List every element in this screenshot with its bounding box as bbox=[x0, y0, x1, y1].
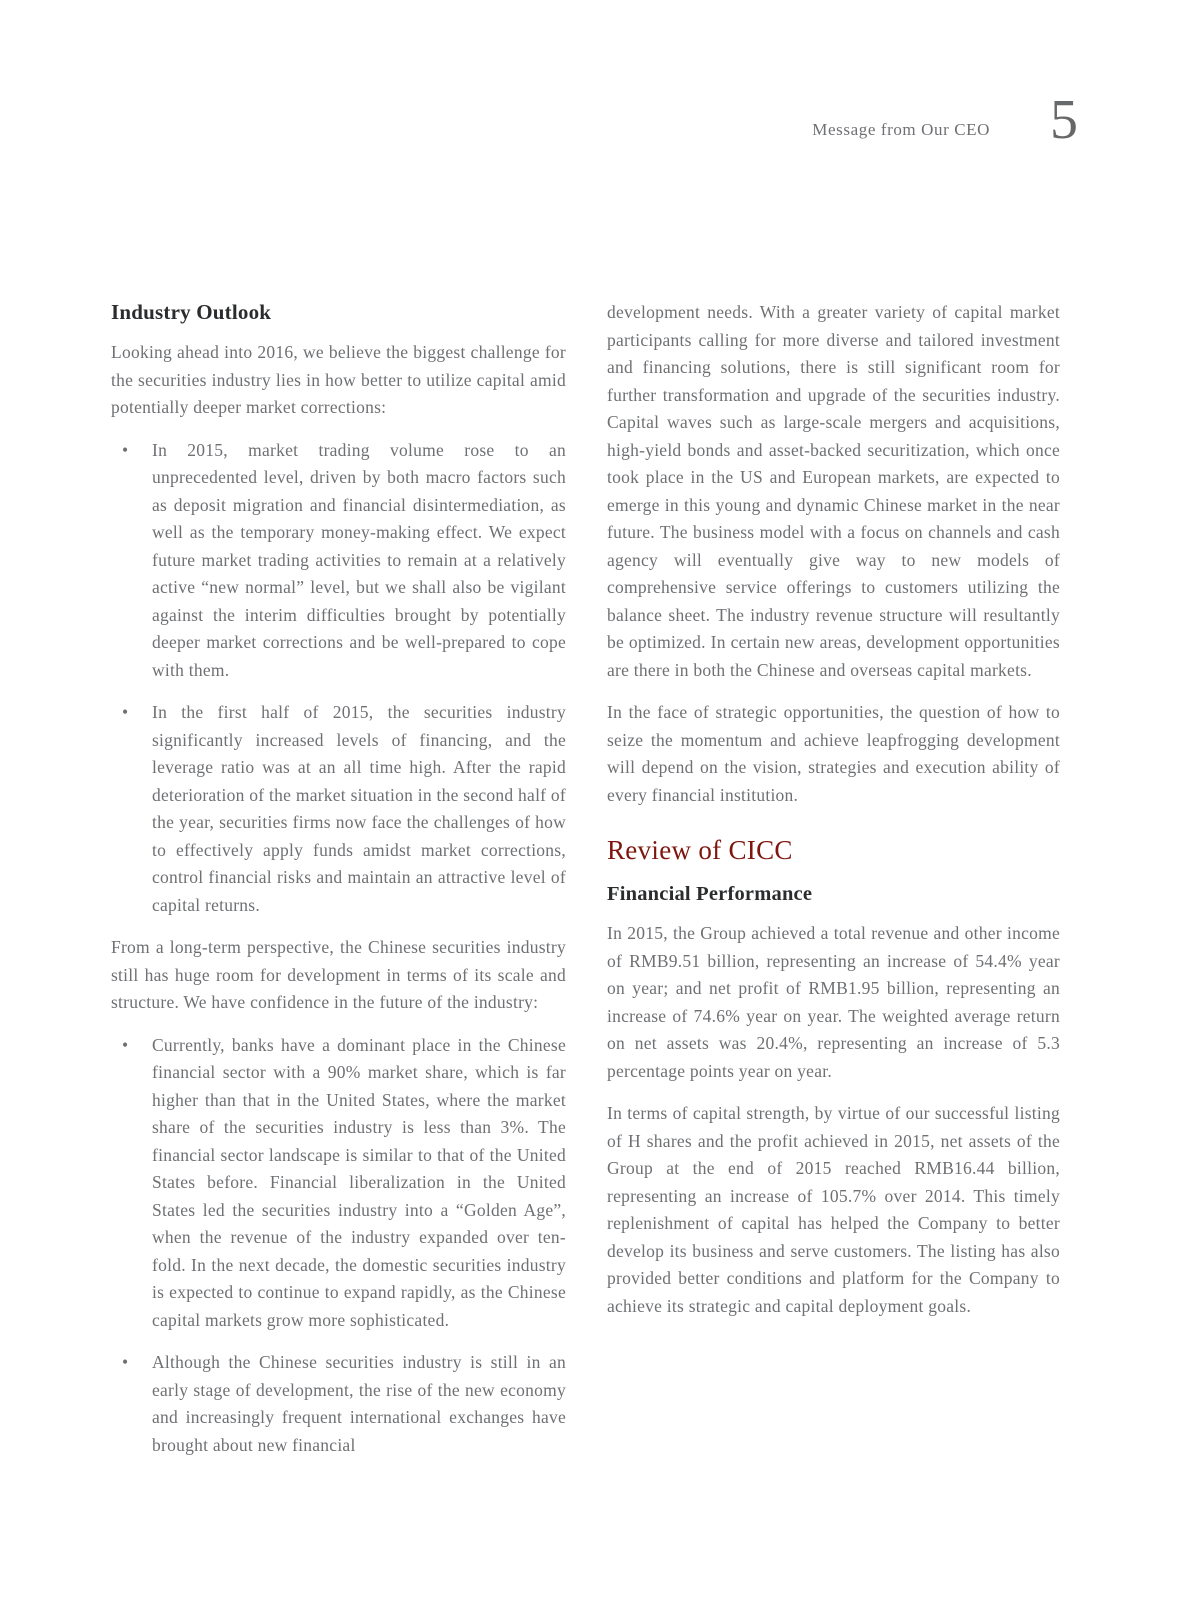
review-of-cicc-heading: Review of CICC bbox=[607, 835, 793, 865]
market-bullet-list bbox=[111, 437, 566, 920]
strategic-opportunities-paragraph: In the face of strategic opportunities, the question of how to seize the momentum and achieve leapfrogging development will depend on the vision, strategies and execution ability of every financial institution. bbox=[607, 702, 1060, 805]
bullet-item-banks-dominant bbox=[111, 1032, 566, 1335]
page-number: 5 bbox=[1050, 89, 1078, 151]
bullet-item-market-trading bbox=[111, 437, 566, 685]
left-column bbox=[111, 299, 566, 1474]
intro-paragraph: Looking ahead into 2016, we believe the biggest challenge for the securities industry lies in how better to utilize capital amid potentially deeper market corrections: bbox=[111, 342, 566, 417]
bullet-marker: • bbox=[122, 702, 129, 722]
bullet-text: Although the Chinese securities industry is still in an early stage of development, the rise of the new economy and increasingly frequent international exchanges have brought about new financial bbox=[152, 1352, 566, 1455]
financial-results-paragraph: In 2015, the Group achieved a total revenue and other income of RMB9.51 billion, representing an increase of 54.4% year on year; and net profit of RMB1.95 billion, representing an increase of 74.6% year on year. The weighted average return on net assets was 20.4%, representing an increase of 5.3 percentage points year on year. bbox=[607, 923, 1060, 1081]
financial-performance-heading: Financial Performance bbox=[607, 883, 813, 905]
capital-strength-paragraph: In terms of capital strength, by virtue of our successful listing of H shares and the profit achieved in 2015, net assets of the Group at the end of 2015 reached RMB16.44 billion, representing an increase of 105.7% over 2014. This timely replenishment of capital has helped the Company to better develop its business and serve customers. The listing has also provided better conditions and platform for the Company to achieve its strategic and capital deployment goals. bbox=[607, 1103, 1060, 1316]
development-bullet-list bbox=[111, 1032, 566, 1460]
bullet-text: In the first half of 2015, the securities industry significantly increased levels of financing, and the leverage ratio was at an all time high. After the rapid deterioration of the market situation in the second half of the year, securities firms now face the challenges of how to effectively apply funds amidst market corrections, control financial risks and maintain an attractive level of capital returns. bbox=[152, 702, 566, 915]
running-header-title: Message from Our CEO bbox=[812, 120, 990, 139]
bullet-text: In 2015, market trading volume rose to an unprecedented level, driven by both macro factors such as deposit migration and financial disintermediation, as well as the temporary money-making effect. We expect future market trading activities to remain at a relatively active “new normal” level, but we shall also be vigilant against the interim difficulties brought by potentially deeper market corrections and be well-prepared to cope with them. bbox=[152, 439, 566, 680]
right-column bbox=[607, 299, 1060, 1335]
industry-outlook-heading: Industry Outlook bbox=[111, 300, 272, 324]
long-term-paragraph: From a long-term perspective, the Chinese securities industry still has huge room for development in terms of its scale and structure. We have confidence in the future of the industry: bbox=[111, 937, 566, 1012]
bullet-item-early-stage bbox=[111, 1349, 566, 1459]
bullet-marker: • bbox=[122, 1034, 129, 1055]
bullet-marker: • bbox=[122, 1352, 129, 1372]
bullet-text: Currently, banks have a dominant place in the Chinese financial sector with a 90% market share, which is far higher than that in the United States, where the market share of the securities industry is less than 3%. The financial sector landscape is similar to that of the United States before. Financial liberalization in the United States led the securities industry into a “Golden Age”, when the revenue of the industry expanded over ten-fold. In the next decade, the domestic securities industry is expected to continue to expand rapidly, as the Chinese capital markets grow more sophisticated. bbox=[152, 1034, 566, 1330]
bullet-item-financing-leverage bbox=[111, 699, 566, 919]
bullet-continuation-paragraph: development needs. With a greater variety of capital market participants calling for more diverse and tailored investment and financing solutions, there is still significant room for further transformation and upgrade of the securities industry. Capital waves such as large-scale mergers and acquisitions, high-yield bonds and asset-backed securitization, which once took place in the US and European markets, are expected to emerge in this young and dynamic Chinese market in the near future. The business model with a focus on channels and cash agency will eventually give way to new models of comprehensive service offerings to customers utilizing the balance sheet. The industry revenue structure will resultantly be optimized. In certain new areas, development opportunities are there in both the Chinese and overseas capital markets. bbox=[607, 302, 1060, 680]
bullet-marker: • bbox=[122, 439, 129, 460]
